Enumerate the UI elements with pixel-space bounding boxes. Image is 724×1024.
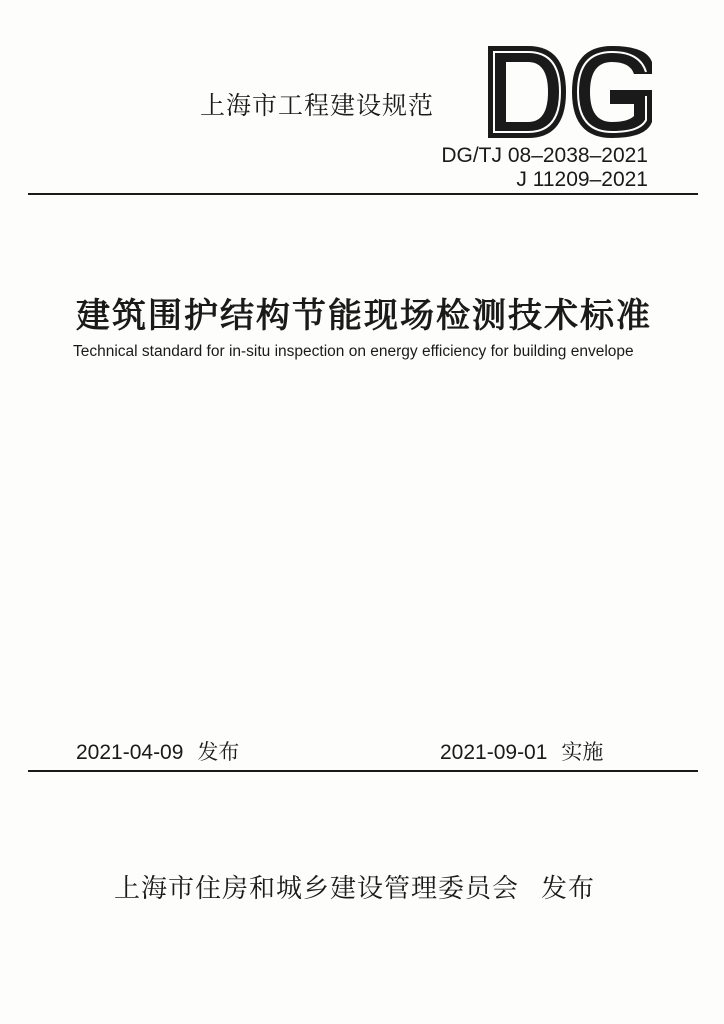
bottom-divider (28, 770, 698, 772)
effective-date: 2021-09-01 (440, 741, 548, 764)
publisher-line (114, 868, 595, 905)
standard-code-j: J 11209–2021 (516, 168, 648, 191)
top-divider (28, 193, 698, 195)
issue-info (76, 736, 239, 766)
issue-label: 发布 (197, 740, 240, 764)
series-title: 上海市工程建设规范 (200, 91, 435, 120)
document-title: 建筑围护结构节能现场检测技术标准 (76, 296, 652, 336)
publisher-name: 上海市住房和城乡建设管理委员会 (114, 874, 520, 904)
document-title-english: Technical standard for in-situ inspection on energy efficiency for building envelope (73, 343, 634, 360)
issue-date: 2021-04-09 (76, 741, 184, 764)
dg-logo (486, 44, 654, 140)
standard-code-dgtj: DG/TJ 08–2038–2021 (441, 144, 648, 167)
effective-label: 实施 (561, 740, 604, 764)
publisher-action: 发布 (541, 874, 596, 904)
effective-info (440, 736, 603, 766)
standard-code (441, 144, 648, 192)
